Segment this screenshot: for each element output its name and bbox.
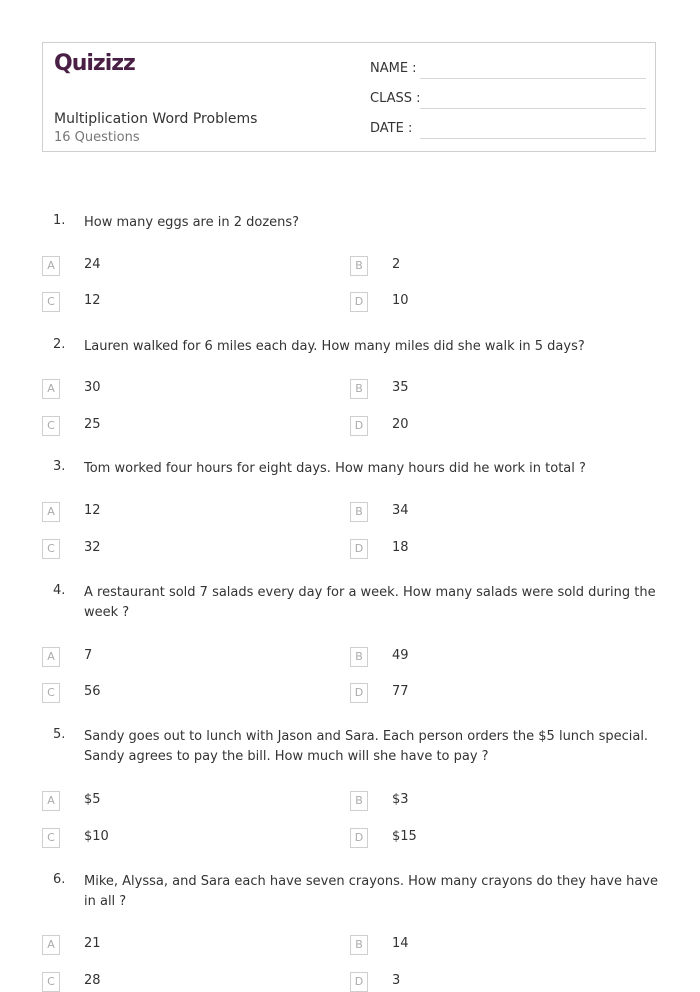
option-letter: B <box>350 935 368 955</box>
question-number: 6. <box>53 872 66 887</box>
question-number: 2. <box>53 337 66 352</box>
date-line <box>420 138 646 139</box>
option-letter: C <box>42 539 60 559</box>
date-label: DATE : <box>370 121 413 136</box>
option-text: 3 <box>392 973 401 988</box>
option-text: 10 <box>392 293 409 308</box>
option-text: 2 <box>392 257 401 272</box>
option-text: 35 <box>392 380 409 395</box>
option-text: 49 <box>392 648 409 663</box>
option-text: 77 <box>392 684 409 699</box>
option-text: 34 <box>392 503 409 518</box>
option-text: 32 <box>84 540 101 555</box>
option-text: 14 <box>392 936 409 951</box>
option-text: $3 <box>392 792 409 807</box>
option-text: 12 <box>84 293 101 308</box>
option-text: $5 <box>84 792 101 807</box>
option-letter: A <box>42 502 60 522</box>
question-number: 4. <box>53 583 66 598</box>
question-text: Tom worked four hours for eight days. How many hours did he work in total ? <box>84 461 586 476</box>
option-text: 24 <box>84 257 101 272</box>
question-text: Sandy goes out to lunch with Jason and Sara. Each person orders the $5 lunch special. Sandy agrees to pay the bill. How much will she have to pay ? <box>84 729 649 764</box>
option-letter: C <box>42 972 60 992</box>
option-letter: D <box>350 539 368 559</box>
option-text: 20 <box>392 417 409 432</box>
worksheet-title: Multiplication Word Problems <box>54 111 258 127</box>
option-letter: A <box>42 379 60 399</box>
question-text: Mike, Alyssa, and Sara each have seven crayons. How many crayons do they have have in all ? <box>84 874 658 909</box>
option-letter: A <box>42 791 60 811</box>
option-text: $10 <box>84 829 109 844</box>
option-text: 21 <box>84 936 101 951</box>
question-number: 1. <box>53 213 66 228</box>
option-letter: D <box>350 828 368 848</box>
option-text: 28 <box>84 973 101 988</box>
class-line <box>420 108 646 109</box>
option-letter: B <box>350 256 368 276</box>
option-letter: B <box>350 502 368 522</box>
option-letter: D <box>350 683 368 703</box>
quizizz-logo: Quizizz <box>54 51 135 76</box>
option-letter: A <box>42 647 60 667</box>
option-letter: D <box>350 972 368 992</box>
worksheet-header <box>42 42 656 152</box>
question-text: A restaurant sold 7 salads every day for a week. How many salads were sold during the week ? <box>84 585 656 620</box>
option-text: 56 <box>84 684 101 699</box>
option-text: 18 <box>392 540 409 555</box>
option-text: 25 <box>84 417 101 432</box>
question-number: 5. <box>53 727 66 742</box>
class-label: CLASS : <box>370 91 421 106</box>
question-text: How many eggs are in 2 dozens? <box>84 215 300 230</box>
option-letter: A <box>42 935 60 955</box>
option-letter: C <box>42 292 60 312</box>
option-letter: B <box>350 379 368 399</box>
option-text: $15 <box>392 829 417 844</box>
option-text: 12 <box>84 503 101 518</box>
option-letter: A <box>42 256 60 276</box>
option-text: 30 <box>84 380 101 395</box>
name-label: NAME : <box>370 61 417 76</box>
option-letter: B <box>350 791 368 811</box>
option-letter: C <box>42 416 60 436</box>
option-letter: C <box>42 828 60 848</box>
option-letter: B <box>350 647 368 667</box>
option-text: 7 <box>84 648 93 663</box>
option-letter: D <box>350 416 368 436</box>
question-number: 3. <box>53 459 66 474</box>
option-letter: D <box>350 292 368 312</box>
option-letter: C <box>42 683 60 703</box>
question-text: Lauren walked for 6 miles each day. How many miles did she walk in 5 days? <box>84 339 585 354</box>
question-count: 16 Questions <box>54 130 140 145</box>
name-line <box>420 78 646 79</box>
